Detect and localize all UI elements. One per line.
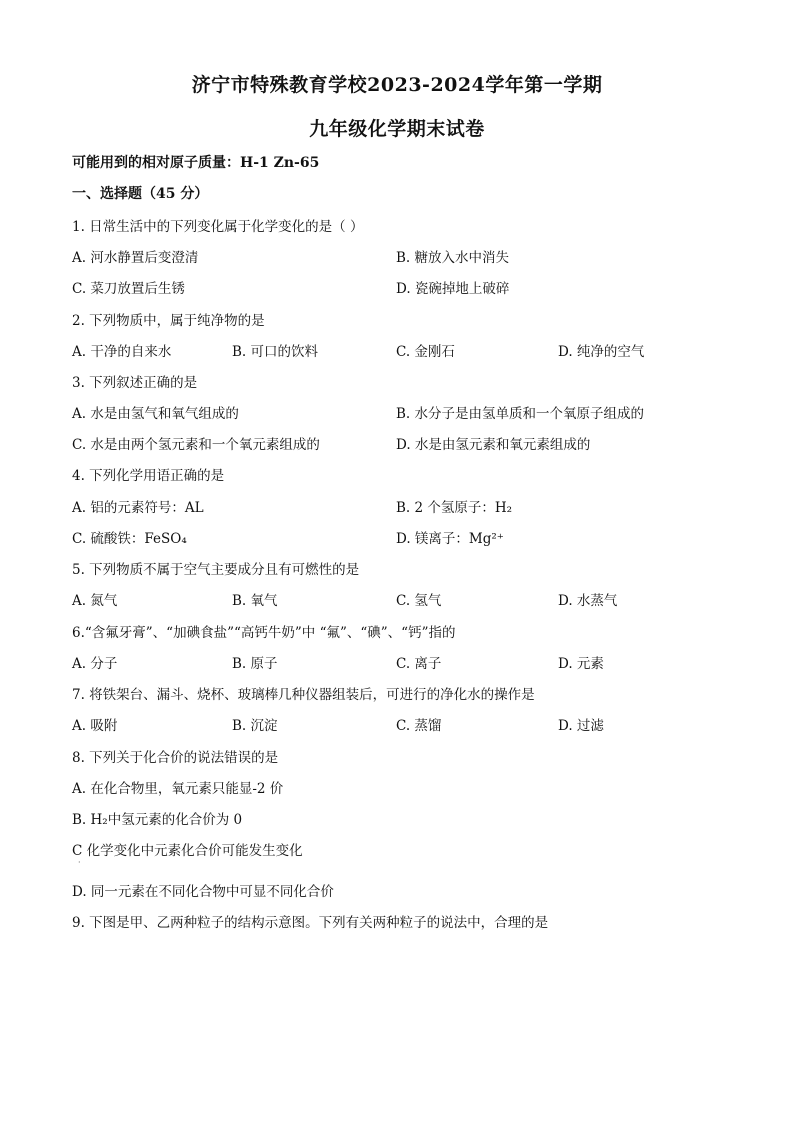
- option-c: C. 菜刀放置后生锈: [72, 281, 185, 297]
- option-d: D. 过滤: [558, 718, 604, 734]
- question-stem: 2. 下列物质中，属于纯净物的是: [72, 313, 265, 329]
- option-a: A. 氮气: [72, 593, 118, 609]
- section-heading: 一、选择题（45 分）: [72, 186, 209, 202]
- question-stem: 1. 日常生活中的下列变化属于化学变化的是（ ）: [72, 219, 364, 235]
- option-a: A. 干净的自来水: [72, 344, 172, 360]
- option-b: B. 原子: [232, 656, 278, 672]
- option-c: C. 离子: [396, 656, 442, 672]
- option-b: B. 水分子是由氢单质和一个氧原子组成的: [396, 406, 645, 422]
- question-stem: 5. 下列物质不属于空气主要成分且有可燃性的是: [72, 562, 360, 578]
- option-a: A. 分子: [72, 656, 118, 672]
- question-stem: 9. 下图是甲、乙两种粒子的结构示意图。下列有关两种粒子的说法中，合理的是: [72, 915, 549, 931]
- option-c: C. 水是由两个氢元素和一个氧元素组成的: [72, 437, 320, 453]
- stray-dot: ·: [78, 858, 81, 867]
- option-c: C. 硫酸铁：FeSO₄: [72, 531, 187, 547]
- option-d: D. 水是由氢元素和氧元素组成的: [396, 437, 591, 453]
- option-d: D. 同一元素在不同化合物中可显不同化合价: [72, 884, 334, 900]
- question-stem: 4. 下列化学用语正确的是: [72, 468, 225, 484]
- option-d: D. 元素: [558, 656, 604, 672]
- option-c: C. 氢气: [396, 593, 442, 609]
- question-stem: 3. 下列叙述正确的是: [72, 375, 198, 391]
- option-c: C. 金刚石: [396, 344, 455, 360]
- option-a: A. 水是由氢气和氧气组成的: [72, 406, 239, 422]
- option-d: D. 瓷碗掉地上破碎: [396, 281, 510, 297]
- option-a: A. 河水静置后变澄清: [72, 250, 199, 266]
- option-d: D. 镁离子：Mg²⁺: [396, 531, 504, 547]
- option-d: D. 纯净的空气: [558, 344, 645, 360]
- option-d: D. 水蒸气: [558, 593, 618, 609]
- option-a: A. 铝的元素符号：AL: [72, 500, 204, 516]
- question-stem: 6.“含氟牙膏”、“加碘食盐”“高钙牛奶”中 “氟”、“碘”、“钙”指的: [72, 625, 456, 641]
- option-a: A. 在化合物里，氧元素只能显-2 价: [72, 781, 284, 797]
- option-b: B. 氧气: [232, 593, 278, 609]
- exam-title: 济宁市特殊教育学校2023-2024学年第一学期: [191, 74, 603, 96]
- option-b: B. 沉淀: [232, 718, 278, 734]
- exam-subtitle: 九年级化学期末试卷: [309, 118, 485, 140]
- option-b: B. H₂中氢元素的化合价为 0: [72, 812, 243, 828]
- option-c: C. 蒸馏: [396, 718, 442, 734]
- option-b: B. 可口的饮料: [232, 344, 319, 360]
- option-b: B. 2 个氢原子：H₂: [396, 500, 513, 516]
- atomic-mass-note: 可能用到的相对原子质量：H-1 Zn-65: [72, 155, 320, 171]
- question-stem: 8. 下列关于化合价的说法错误的是: [72, 750, 279, 766]
- option-b: B. 糖放入水中消失: [396, 250, 510, 266]
- option-c: C 化学变化中元素化合价可能发生变化: [72, 843, 303, 859]
- option-a: A. 吸附: [72, 718, 118, 734]
- question-stem: 7. 将铁架台、漏斗、烧杯、玻璃棒几种仪器组装后，可进行的净化水的操作是: [72, 687, 535, 703]
